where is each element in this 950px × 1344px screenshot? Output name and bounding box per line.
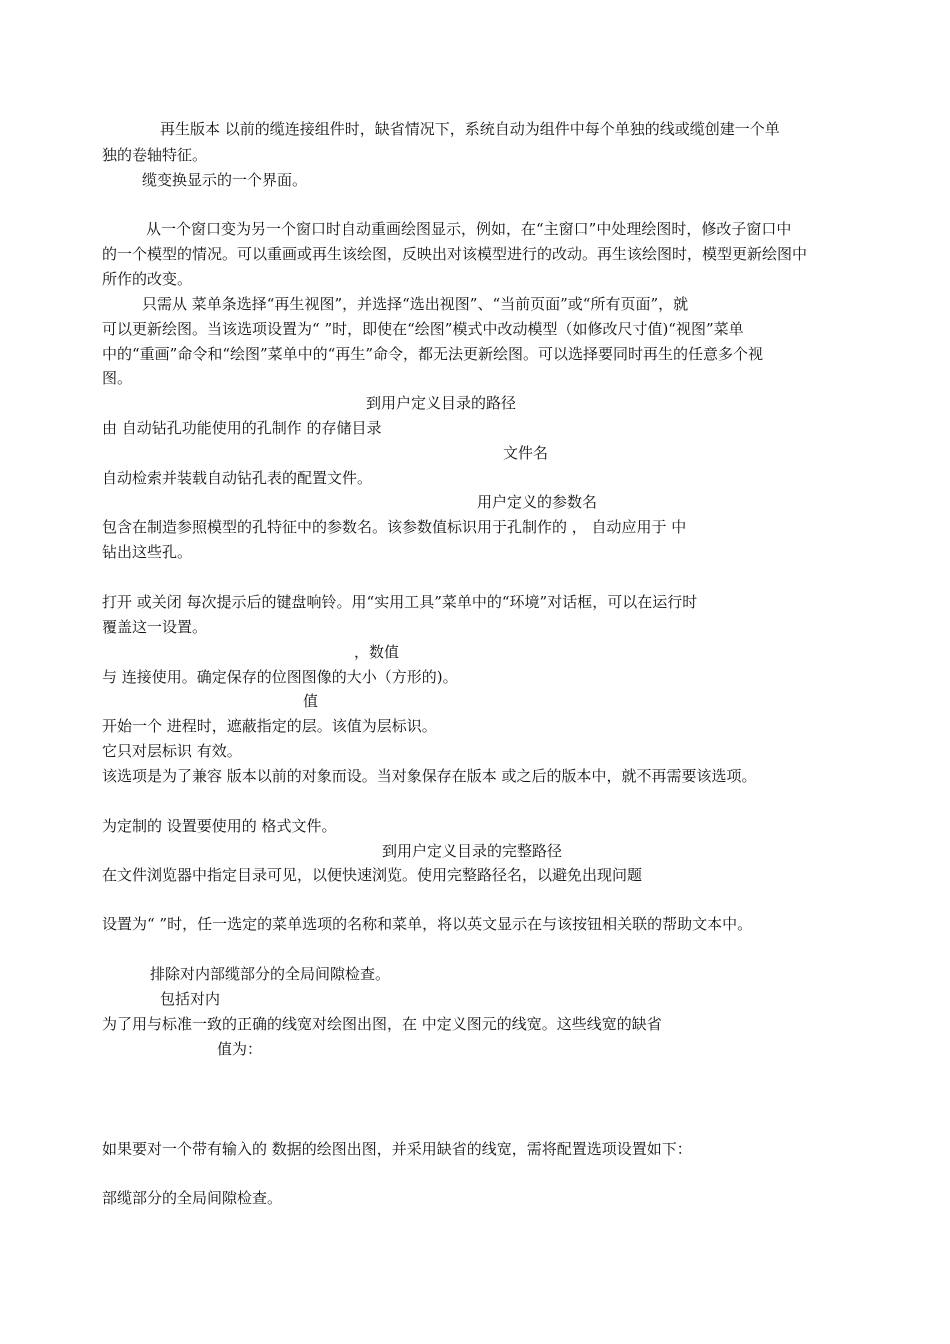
option-heading: ，数值 <box>354 643 400 661</box>
paragraph-line: 从一个窗口变为另一个窗口时自动重画绘图显示，例如，在“主窗口”中处理绘图时，修改子窗口中 <box>146 220 792 238</box>
paragraph-line: 值为： <box>217 1040 263 1058</box>
paragraph-line: 部缆部分的全局间隙检查。 <box>102 1189 283 1207</box>
paragraph-line: 在文件浏览器中指定目录可见，以便快速浏览。使用完整路径名，以避免出现问题 <box>102 866 643 884</box>
option-heading: 用户定义的参数名 <box>477 493 598 511</box>
option-heading: 值 <box>303 692 319 710</box>
option-heading: 文件名 <box>503 444 549 462</box>
paragraph-line: 覆盖这一设置。 <box>102 618 208 636</box>
paragraph-line: 图。 <box>102 369 133 387</box>
paragraph-line: 所作的改变。 <box>102 270 193 288</box>
option-heading: 到用户定义目录的路径 <box>366 394 517 412</box>
paragraph-line: 该选项是为了兼容 版本以前的对象而设。当对象保存在版本 或之后的版本中，就不再需要该选项。 <box>102 767 757 785</box>
paragraph-line: 包括对内 <box>160 990 221 1008</box>
paragraph-line: 中的“重画”命令和“绘图”菜单中的“再生”命令，都无法更新绘图。可以选择要同时再生的任意多个视 <box>102 345 764 363</box>
paragraph-line: 只需从 菜单条选择“再生视图”，并选择“选出视图”、“当前页面”或“所有页面”，就 <box>142 295 689 313</box>
paragraph-line: 缆变换显示的一个界面。 <box>142 171 308 189</box>
paragraph-line: 再生版本 以前的缆连接组件时，缺省情况下，系统自动为组件中每个单独的线或缆创建一个单 <box>160 120 780 138</box>
paragraph-line: 排除对内部缆部分的全局间隙检查。 <box>150 965 391 983</box>
paragraph-line: 如果要对一个带有输入的 数据的绘图出图，并采用缺省的线宽，需将配置选项设置如下： <box>102 1140 692 1158</box>
paragraph-line: 为定制的 设置要使用的 格式文件。 <box>102 817 337 835</box>
paragraph-line: 包含在制造参照模型的孔特征中的参数名。该参数值标识用于孔制作的 ， 自动应用于 中 <box>102 518 687 536</box>
paragraph-line: 打开 或关闭 每次提示后的键盘响铃。用“实用工具”菜单中的“环境”对话框，可以在运行时 <box>102 593 698 611</box>
paragraph-line: 设置为“ ”时，任一选定的菜单选项的名称和菜单，将以英文显示在与该按钮相关联的帮助文本中。 <box>102 915 753 933</box>
paragraph-line: 可以更新绘图。当该选项设置为“ ”时，即使在“绘图”模式中改动模型（如修改尺寸值)“视图”菜单 <box>102 320 744 338</box>
paragraph-line: 为了用与标准一致的正确的线宽对绘图出图，在 中定义图元的线宽。这些线宽的缺省 <box>102 1015 662 1033</box>
paragraph-line: 由 自动钻孔功能使用的孔制作 的存储目录 <box>102 419 382 437</box>
paragraph-line: 开始一个 进程时，遮蔽指定的层。该值为层标识。 <box>102 717 437 735</box>
paragraph-line: 钻出这些孔。 <box>102 543 193 561</box>
paragraph-line: 独的卷轴特征。 <box>102 146 208 164</box>
paragraph-line: 自动检索并装载自动钻孔表的配置文件。 <box>102 469 373 487</box>
paragraph-line: 的一个模型的情况。可以重画或再生该绘图，反映出对该模型进行的改动。再生该绘图时，模型更新绘图中 <box>102 245 808 263</box>
paragraph-line: 它只对层标识 有效。 <box>102 742 242 760</box>
option-heading: 到用户定义目录的完整路径 <box>382 842 563 860</box>
paragraph-line: 与 连接使用。确定保存的位图图像的大小（方形的)。 <box>102 668 458 686</box>
